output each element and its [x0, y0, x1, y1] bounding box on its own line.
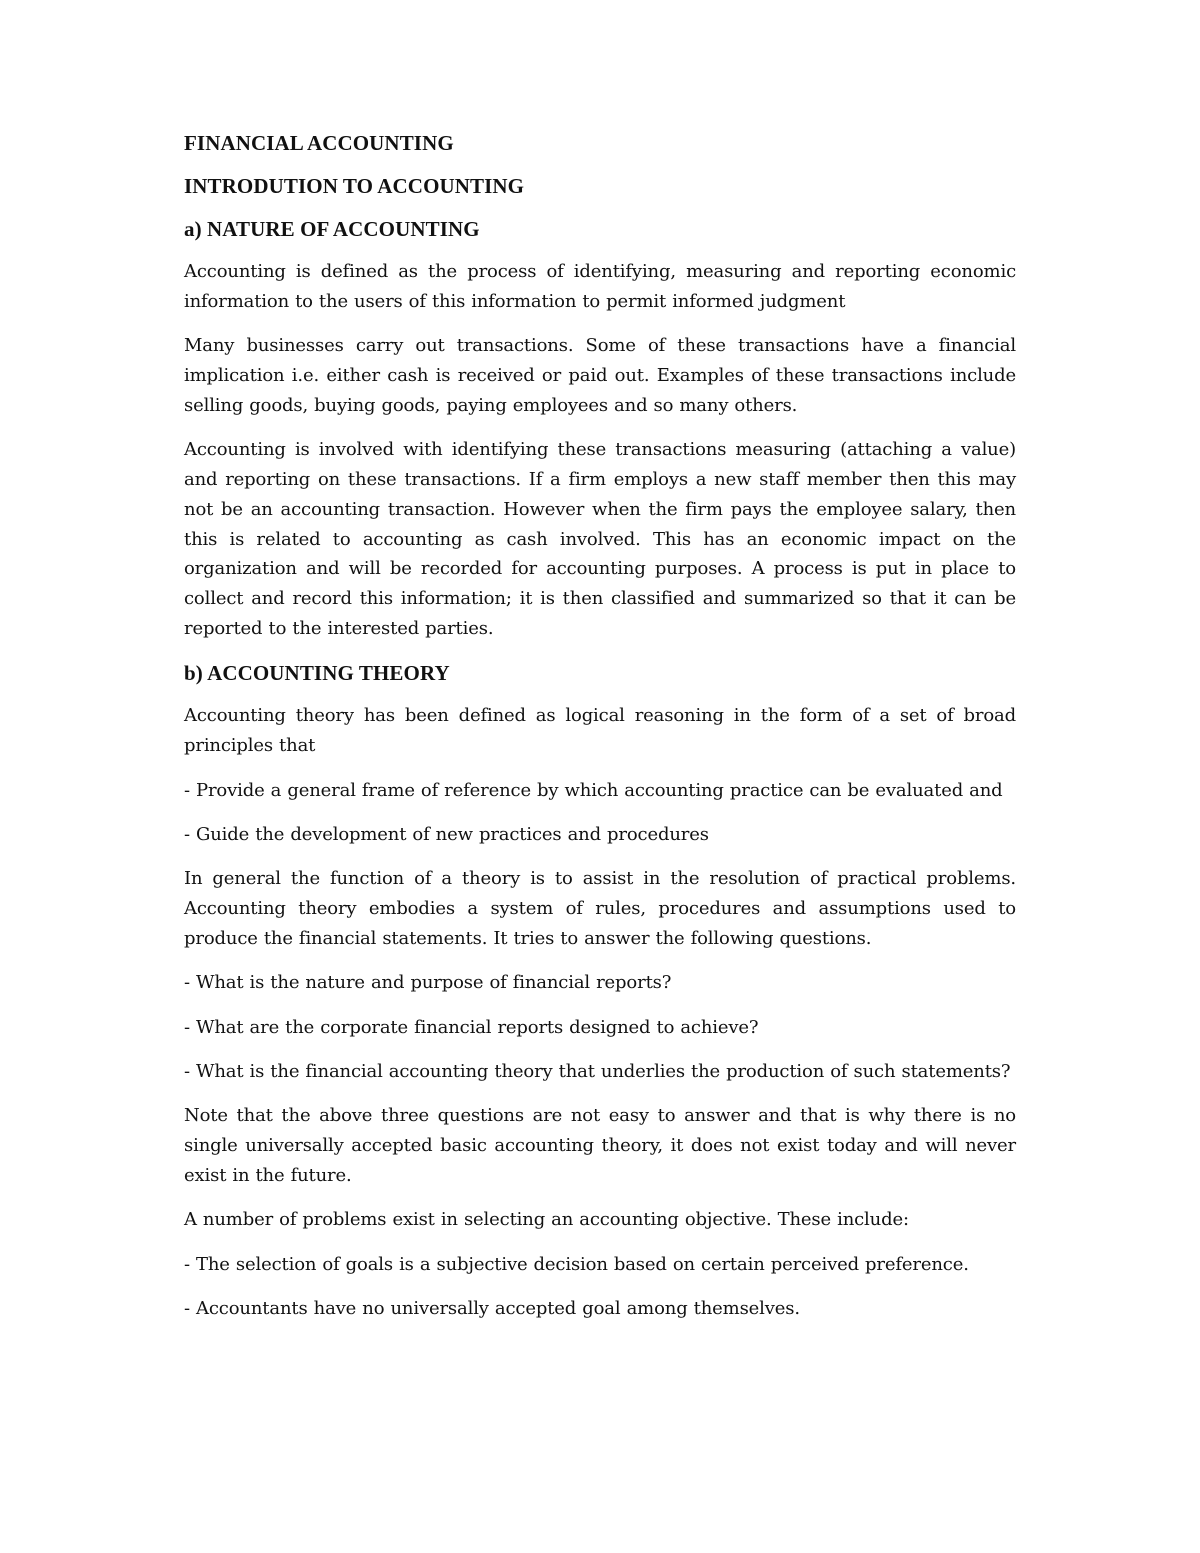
- list-item-principle: - Provide a general frame of reference by which accounting practice can be evaluated and: [184, 779, 1003, 801]
- list-item-problem: - Accountants have no universally accepted goal among themselves.: [184, 1298, 800, 1320]
- list-item-question: - What is the financial accounting theory that underlies the production of such statements?: [184, 1061, 1011, 1083]
- paragraph-theory-intro: Accounting theory has been defined as logical reasoning in the form of a set of broad principles that: [184, 705, 1016, 757]
- document-page: [184, 128, 1016, 1339]
- paragraph-transactions: Many businesses carry out transactions. Some of these transactions have a financial implication i.e. either cash is received or paid out. Examples of these transactions include selling goods, buying goods, paying employees and so many others.: [184, 335, 1016, 416]
- document-title: FINANCIAL ACCOUNTING: [184, 131, 454, 155]
- paragraph-definition: Accounting is defined as the process of identifying, measuring and reporting economic information to the users of this information to permit informed judgment: [184, 261, 1016, 312]
- paragraph-accounting-process: Accounting is involved with identifying these transactions measuring (attaching a value) and reporting on these transactions. If a firm employs a new staff member then this may not be an accounting transaction. However when the firm pays the employee salary, then this is related to accounting as cash involved. This has an economic impact on the organization and will be recorded for accounting purposes. A process is put in place to collect and record this information; it is then classified and summarized so that it can be reported to the interested parties.: [184, 439, 1016, 639]
- list-item-question: - What are the corporate financial reports designed to achieve?: [184, 1016, 759, 1038]
- list-item-problem: - The selection of goals is a subjective decision based on certain perceived preference.: [184, 1253, 969, 1275]
- paragraph-theory-function: In general the function of a theory is to assist in the resolution of practical problems. Accounting theory embodies a system of rules, procedures and assumptions used to produce the financial statements. It tries to answer the following questions.: [184, 868, 1016, 949]
- section-a-heading: a) NATURE OF ACCOUNTING: [184, 217, 480, 241]
- document-subtitle: INTRODUTION TO ACCOUNTING: [184, 174, 525, 198]
- paragraph-problems-intro: A number of problems exist in selecting an accounting objective. These include:: [184, 1209, 909, 1231]
- paragraph-note: Note that the above three questions are not easy to answer and that is why there is no single universally accepted basic accounting theory, it does not exist today and will never exist in the future.: [184, 1105, 1016, 1187]
- list-item-question: - What is the nature and purpose of financial reports?: [184, 972, 672, 994]
- section-b-heading: b) ACCOUNTING THEORY: [184, 661, 450, 686]
- list-item-principle: - Guide the development of new practices and procedures: [184, 823, 709, 845]
